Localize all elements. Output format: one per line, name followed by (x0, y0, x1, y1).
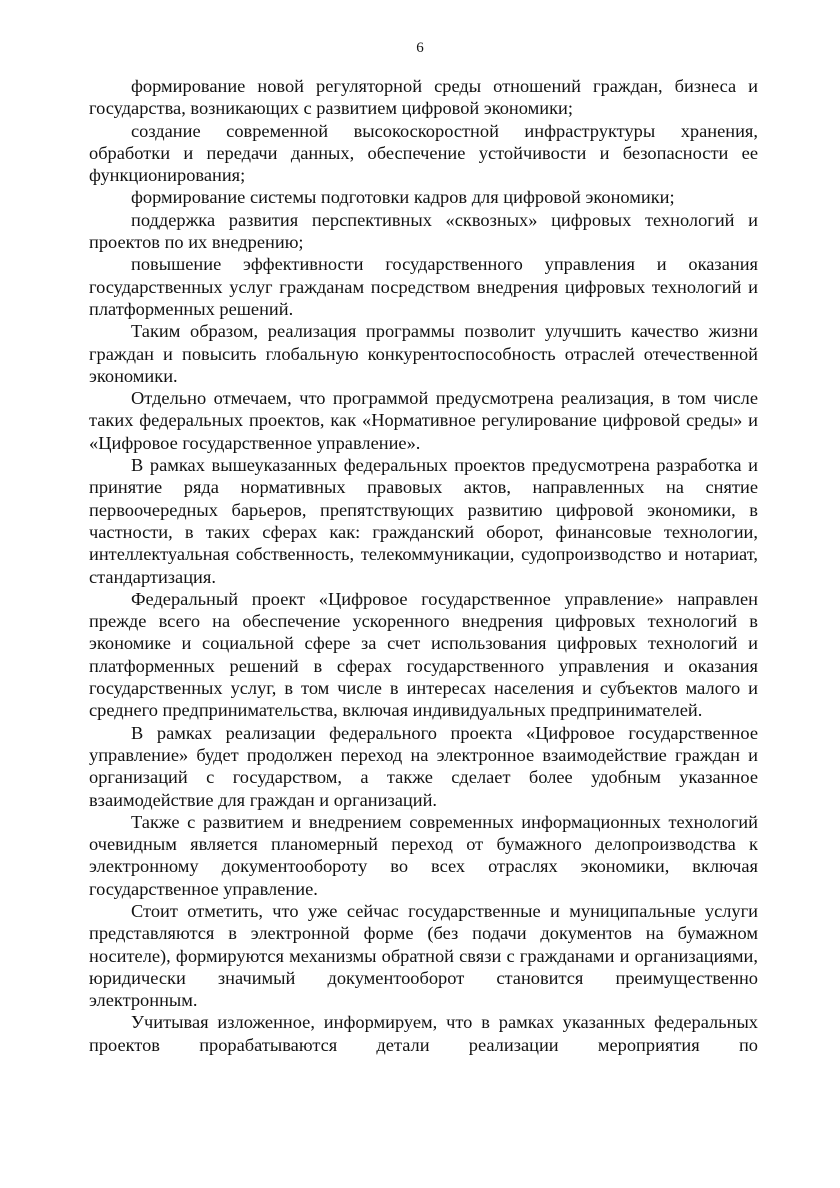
paragraph: повышение эффективности государственного управления и оказания государственных услуг гражданам посредством внедрения цифровых технологий и платформенных решений. (89, 254, 758, 319)
paragraph: Отдельно отмечаем, что программой предусмотрена реализация, в том числе таких федеральных проектов, как «Нормативное регулирование цифровой среды» и «Цифровое государственное управление». (89, 388, 758, 453)
document-body (89, 75, 758, 1056)
paragraph: Учитывая изложенное, информируем, что в рамках указанных федеральных проектов прорабатываются детали реализации мероприятия по (89, 1012, 758, 1055)
paragraph: Также с развитием и внедрением современных информационных технологий очевидным является планомерный переход от бумажного делопроизводства к электронному документообороту во всех отраслях экономики, включая государственное управление. (89, 811, 758, 899)
page-number: 6 (416, 40, 424, 56)
paragraph: Таким образом, реализация программы позволит улучшить качество жизни граждан и повысить глобальную конкурентоспособность отраслей отечественной экономики. (89, 321, 758, 386)
paragraph: В рамках реализации федерального проекта «Цифровое государственное управление» будет продолжен переход на электронное взаимодействие граждан и организаций с государством, а также сделает более удобным указанное взаимодействие для граждан и организаций. (89, 722, 758, 810)
paragraph: Стоит отметить, что уже сейчас государственные и муниципальные услуги представляются в электронной форме (без подачи документов на бумажном носителе), формируются механизмы обратной связи с гражданами и организациями, юридически значимый документооборот становится преимущественно электронным. (89, 900, 758, 1011)
paragraph: формирование системы подготовки кадров для цифровой экономики; (131, 187, 675, 208)
paragraph: создание современной высокоскоростной инфраструктуры хранения, обработки и передачи данных, обеспечение устойчивости и безопасности ее функционирования; (89, 120, 758, 186)
paragraph: поддержка развития перспективных «сквозных» цифровых технологий и проектов по их внедрению; (89, 209, 758, 253)
paragraph: В рамках вышеуказанных федеральных проектов предусмотрена разработка и принятие ряда нормативных правовых актов, направленных на снятие первоочередных барьеров, препятствующих развитию цифровой экономики, в частности, в таких сферах как: гражданский оборот, финансовые технологии, интеллектуальная собственность, телекоммуникации, судопроизводство и нотариат, стандартизация. (89, 455, 758, 587)
paragraph: Федеральный проект «Цифровое государственное управление» направлен прежде всего на обеспечение ускоренного внедрения цифровых технологий в экономике и социальной сфере за счет использования цифровых технологий и платформенных решений в сферах государственного управления и оказания государственных услуг, в том числе в интересах населения и субъектов малого и среднего предпринимательства, включая индивидуальных предпринимателей. (89, 588, 758, 721)
paragraph: формирование новой регуляторной среды отношений граждан, бизнеса и государства, возникающих с развитием цифровой экономики; (89, 76, 758, 119)
